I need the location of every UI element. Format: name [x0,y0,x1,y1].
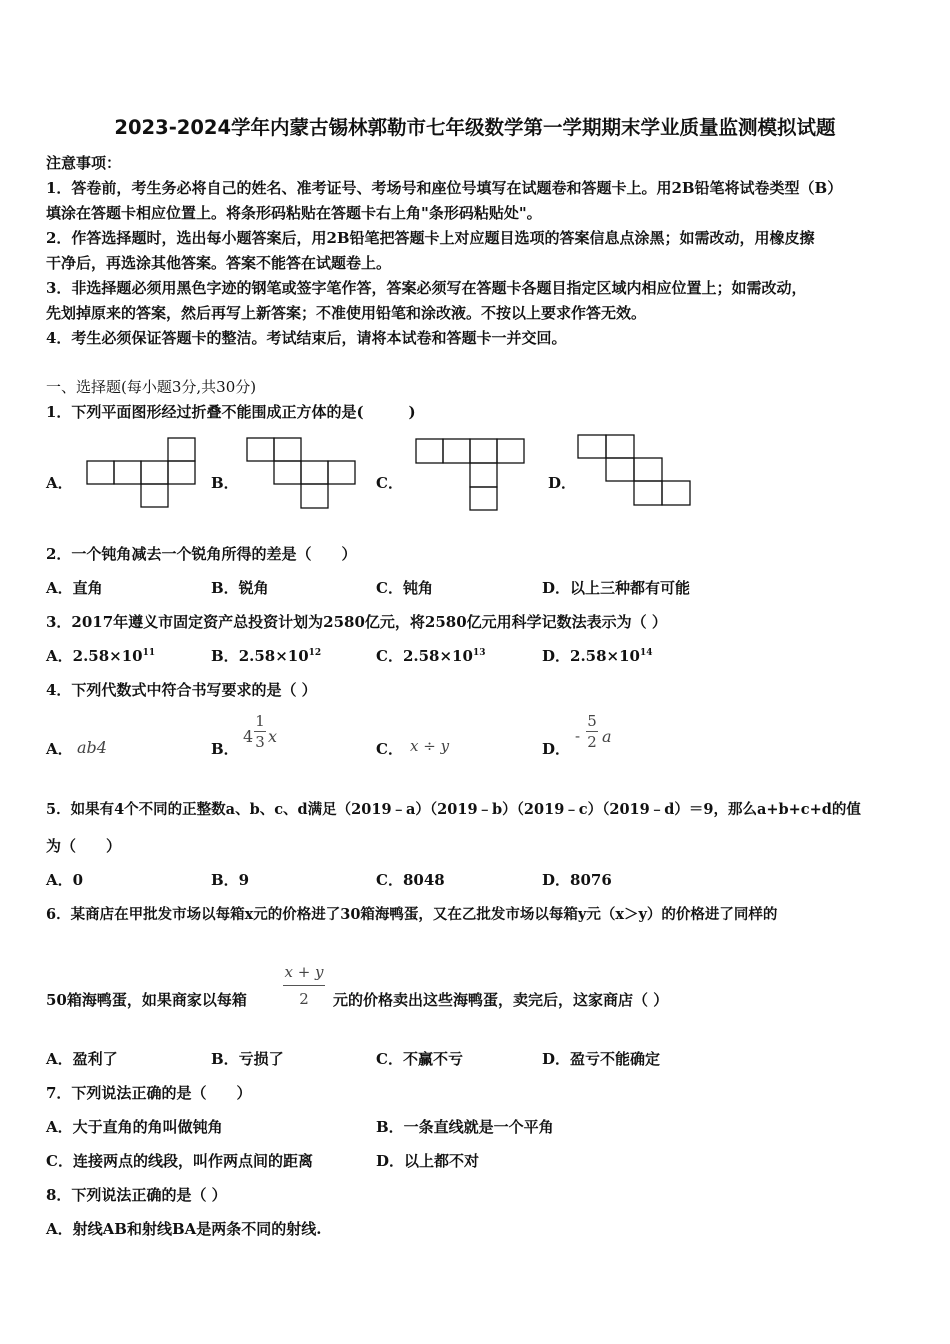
notice-line: 4．考生必须保证答题卡的整洁。考试结束后，请将本试卷和答题卡一并交回。 [46,329,567,347]
q6-option-d: D．盈亏不能确定 [542,1050,661,1068]
q5-option-d: D．8076 [542,871,612,889]
q2-option-c: C．钝角 [376,579,433,597]
notice-line: 2．作答选择题时，选出每小题答案后，用2B铅笔把答题卡上对应题目选项的答案信息点涂黑；如需改动，用橡皮擦 [46,229,815,247]
q7-option-b: B．一条直线就是一个平角 [376,1118,554,1136]
q4-option-d-label: D． [542,740,571,758]
q8-option-a: A．射线AB和射线BA是两条不同的射线. [46,1220,322,1238]
question-3-stem: 3．2017年遵义市固定资产总投资计划为2580亿元，将2580亿元用科学记数法表示为（ ） [46,613,667,631]
question-1-stem: 1．下列平面图形经过折叠不能围成正方体的是( ) [46,403,416,421]
section-heading: 一、选择题(每小题3分,共30分) [46,378,257,396]
q3-option-a: A．$2.58\times 10^{11}$ [46,647,156,665]
q1-option-b-label: B． [211,474,239,492]
question-2-stem: 2．一个钝角减去一个锐角所得的差是（ ） [46,545,357,563]
question-8-stem: 8．下列说法正确的是（ ） [46,1186,227,1204]
q4-option-a-label: A． [46,740,73,758]
question-4-stem: 4．下列代数式中符合书写要求的是（ ） [46,681,317,699]
notice-heading: 注意事项： [46,154,122,172]
cube-net-d [576,433,692,511]
notice-line: 先划掉原来的答案，然后再写上新答案；不准使用铅笔和涂改液。不按以上要求作答无效。 [46,304,647,322]
q5-option-a: A．0 [46,871,84,889]
q2-option-a: A．直角 [46,579,103,597]
q4-option-b-fraction: 1 3 [255,712,265,751]
q4-option-d-sign: - [575,727,581,745]
q4-option-d-var: a [602,727,612,746]
cube-net-b [245,436,361,512]
q2-option-d: D．以上三种都有可能 [542,579,691,597]
q3-option-d: D．$2.58\times 10^{14}$ [542,647,653,665]
q4-option-a-expr: ab4 [77,738,107,757]
q4-option-c-label: C． [376,740,403,758]
q6-price-fraction: x + y 2 [284,963,324,1008]
q6-option-a: A．盈利了 [46,1050,118,1068]
page-title: 2023-2024学年内蒙古锡林郭勒市七年级数学第一学期期末学业质量监测模拟试题 [114,116,836,139]
question-6-stem-line1: 6．某商店在甲批发市场以每箱x元的价格进了30箱海鸭蛋，又在乙批发市场以每箱y元（x＞y）的价格进了同样的 [46,906,778,923]
cube-net-c [414,437,528,513]
q1-option-d-label: D． [548,474,577,492]
q5-option-c: C．8048 [376,871,445,889]
q7-option-d: D．以上都不对 [376,1152,480,1170]
q3-option-b: B．$2.58\times 10^{12}$ [211,647,322,665]
q6-option-c: C．不赢不亏 [376,1050,463,1068]
notice-line: 干净后，再选涂其他答案。答案不能答在试题卷上。 [46,254,392,272]
q6-option-b: B．亏损了 [211,1050,284,1068]
question-6-stem-line2a: 50箱海鸭蛋，如果商家以每箱 [46,991,247,1009]
q4-option-d-fraction: 5 2 [587,712,597,751]
question-5-stem-line1: 5．如果有4个不同的正整数a、b、c、d满足（2019﹣a）（2019﹣b）（2019﹣c）（2019﹣d）＝9，那么a+b+c+d的值 [46,801,861,818]
q4-option-b-label: B． [211,740,239,758]
q1-option-c-label: C． [376,474,403,492]
notice-line: 填涂在答题卡相应位置上。将条形码粘贴在答题卡右上角"条形码粘贴处"。 [46,204,542,222]
cube-net-a [86,436,202,510]
q7-option-c: C．连接两点的线段，叫作两点间的距离 [46,1152,313,1170]
notice-line: 3．非选择题必须用黑色字迹的钢笔或签字笔作答，答案必须写在答题卡各题目指定区域内相应位置上；如需改动， [46,279,807,297]
q5-option-b: B．9 [211,871,250,889]
question-7-stem: 7．下列说法正确的是（ ） [46,1084,252,1102]
q4-option-b-whole: 4 [243,727,254,746]
notice-line: 1．答卷前，考生务必将自己的姓名、准考证号、考场号和座位号填写在试题卷和答题卡上。用2B铅笔将试卷类型（B） [46,179,843,197]
q4-option-b-var: x [268,727,278,746]
q7-option-a: A．大于直角的角叫做钝角 [46,1118,223,1136]
question-6-stem-line2b: 元的价格卖出这些海鸭蛋，卖完后，这家商店（ ） [333,991,669,1009]
q4-option-c-expr: x ÷ y [410,737,450,755]
q1-option-a-label: A． [46,474,73,492]
q2-option-b: B．锐角 [211,579,269,597]
q3-option-c: C．$2.58\times 10^{13}$ [376,647,486,665]
question-5-stem-line2: 为（ ） [46,837,122,855]
